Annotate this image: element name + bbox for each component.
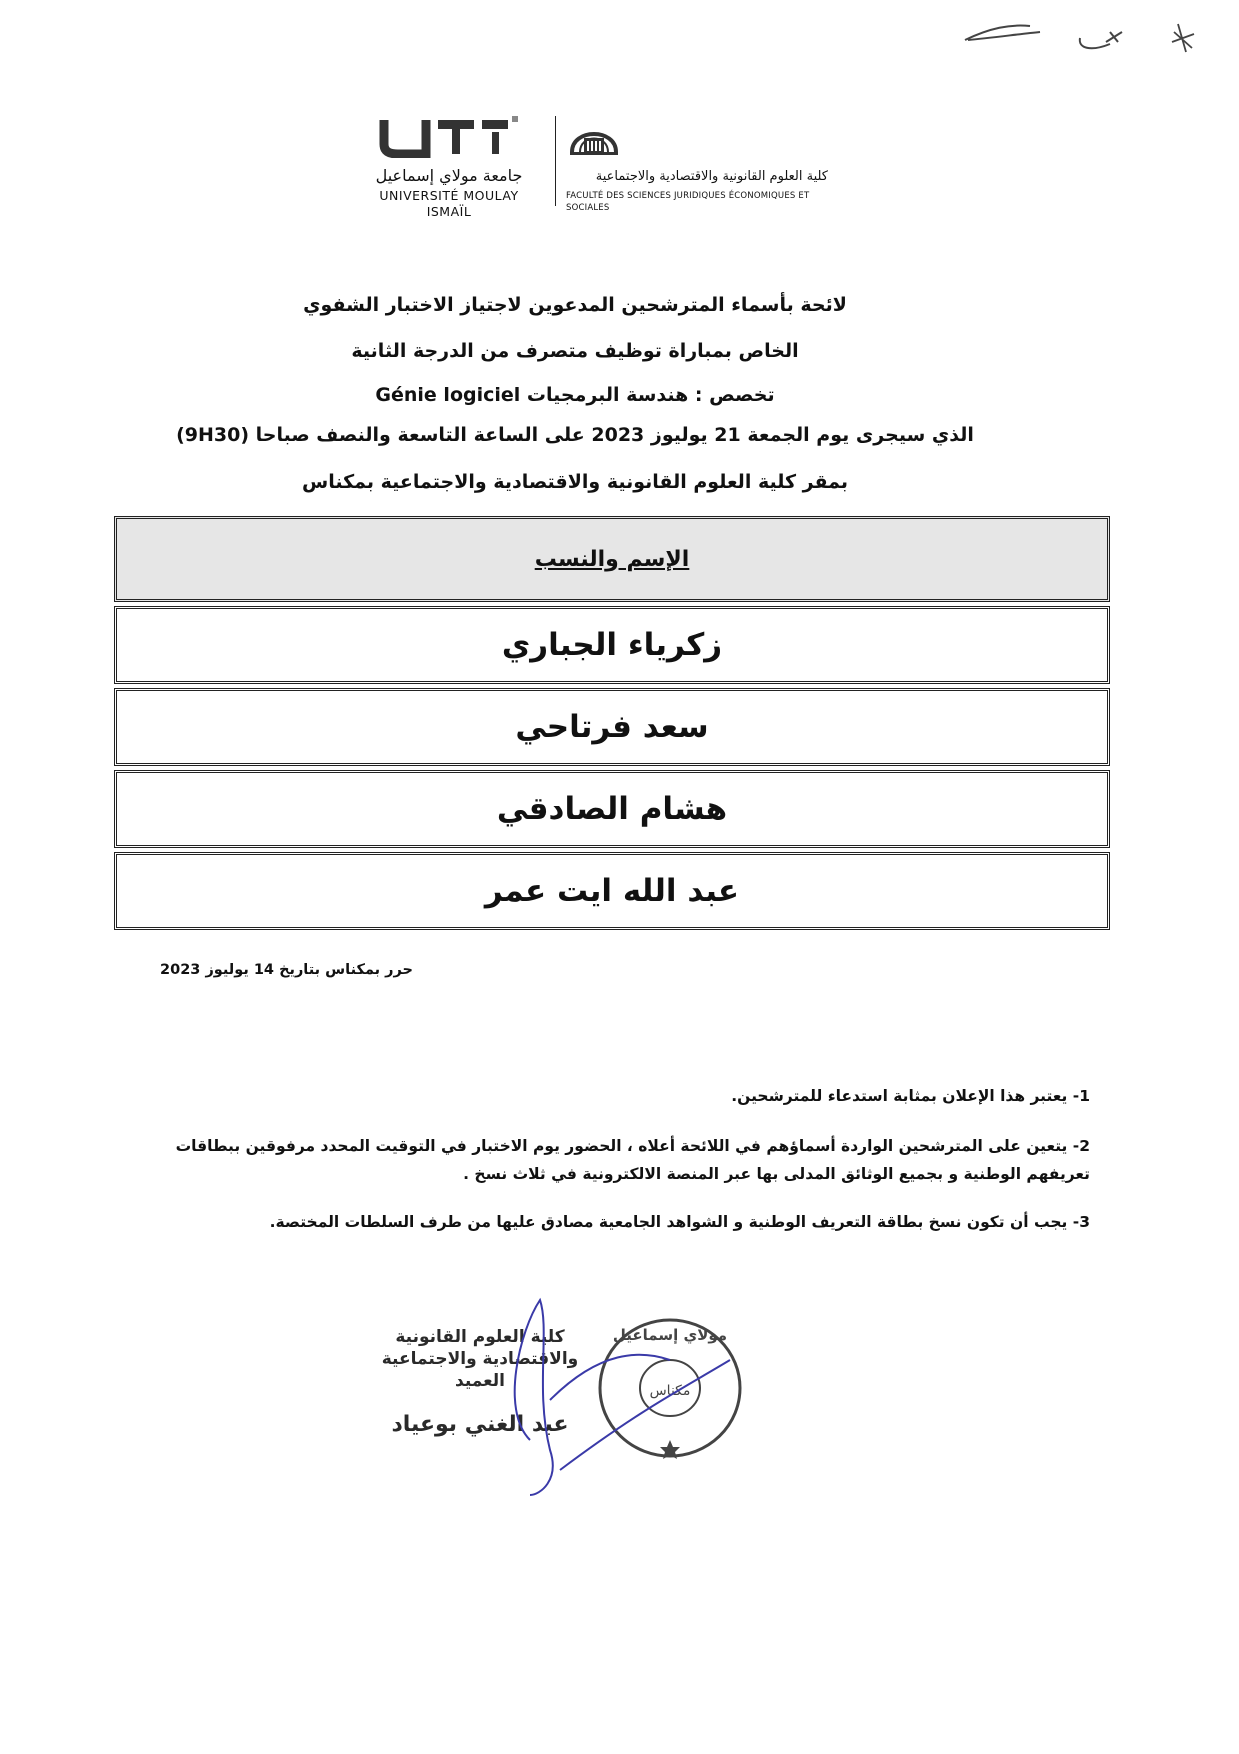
table-header: الإسم والنسب xyxy=(114,516,1110,602)
issued-date: حرر بمكناس بتاريخ 14 يوليوز 2023 xyxy=(160,962,413,978)
title-line-4: الذي سيجرى يوم الجمعة 21 يوليوز 2023 على الساعة التاسعة والنصف صباحا (9H30) xyxy=(176,424,974,446)
university-name-ar: جامعة مولاي إسماعيل xyxy=(375,166,523,185)
title-line-3: تخصص : هندسة البرمجيات Génie logiciel xyxy=(375,384,775,406)
candidates-table xyxy=(114,516,1110,934)
faculty-name-fr: FACULTÉ DES SCIENCES JURIDIQUES ÉCONOMIQUES ET SOCIALES xyxy=(566,191,810,213)
umi-logo xyxy=(374,112,524,158)
title-line-5: بمقر كلية العلوم القانونية والاقتصادية والاجتماعية بمكناس xyxy=(301,471,849,493)
note-2: 2- يتعين على المترشحين الواردة أسماؤهم في اللائحة أعلاه ، الحضور يوم الاختبار في التوقيت المحدد مرفوقين ببطاقات تعريفهم الوطنية و بجميع الوثائق المدلى بها عبر المنصة الالكترونية في ثلاث نسخ . xyxy=(175,1137,1090,1183)
stamp-line-2: والاقتصادية والاجتماعية xyxy=(381,1349,579,1369)
university-name-fr: UNIVERSITÉ MOULAY ISMAÏL xyxy=(379,188,519,219)
stamp-signature-area xyxy=(380,1290,760,1500)
note-3: 3- يجب أن تكون نسخ بطاقة التعريف الوطنية و الشواهد الجامعية مصادق عليها من طرف السلطات المختصة. xyxy=(269,1213,1090,1231)
handwritten-initials xyxy=(960,18,1220,58)
title-line-2: الخاص بمباراة توظيف متصرف من الدرجة الثانية xyxy=(351,340,799,362)
handwritten-signature xyxy=(440,1290,740,1500)
faculty-name-ar: كلية العلوم القانونية والاقتصادية والاجتماعية xyxy=(595,169,828,184)
title-line-1: لائحة بأسماء المترشحين المدعوين لاجتياز الاختبار الشفوي xyxy=(303,294,847,316)
seal-city: مكناس xyxy=(649,1383,691,1399)
stamp-line-1: كلية العلوم القانونية xyxy=(395,1327,565,1347)
table-row: عبد الله ايت عمر xyxy=(114,852,1110,930)
table-row: هشام الصادقي xyxy=(114,770,1110,848)
seal-text: مولاي إسماعيل xyxy=(612,1326,728,1344)
university-logo-block xyxy=(360,112,538,220)
table-row: زكرياء الجباري xyxy=(114,606,1110,684)
faculty-building-logo xyxy=(566,112,622,158)
logo-separator xyxy=(555,116,556,206)
stamp-line-3: العميد xyxy=(455,1371,505,1391)
note-1: 1- يعتبر هذا الإعلان بمثابة استدعاء للمترشحين. xyxy=(731,1087,1090,1105)
signatory-name: عبد الغني بوعياد xyxy=(391,1412,569,1437)
table-row: سعد فرتاحي xyxy=(114,688,1110,766)
